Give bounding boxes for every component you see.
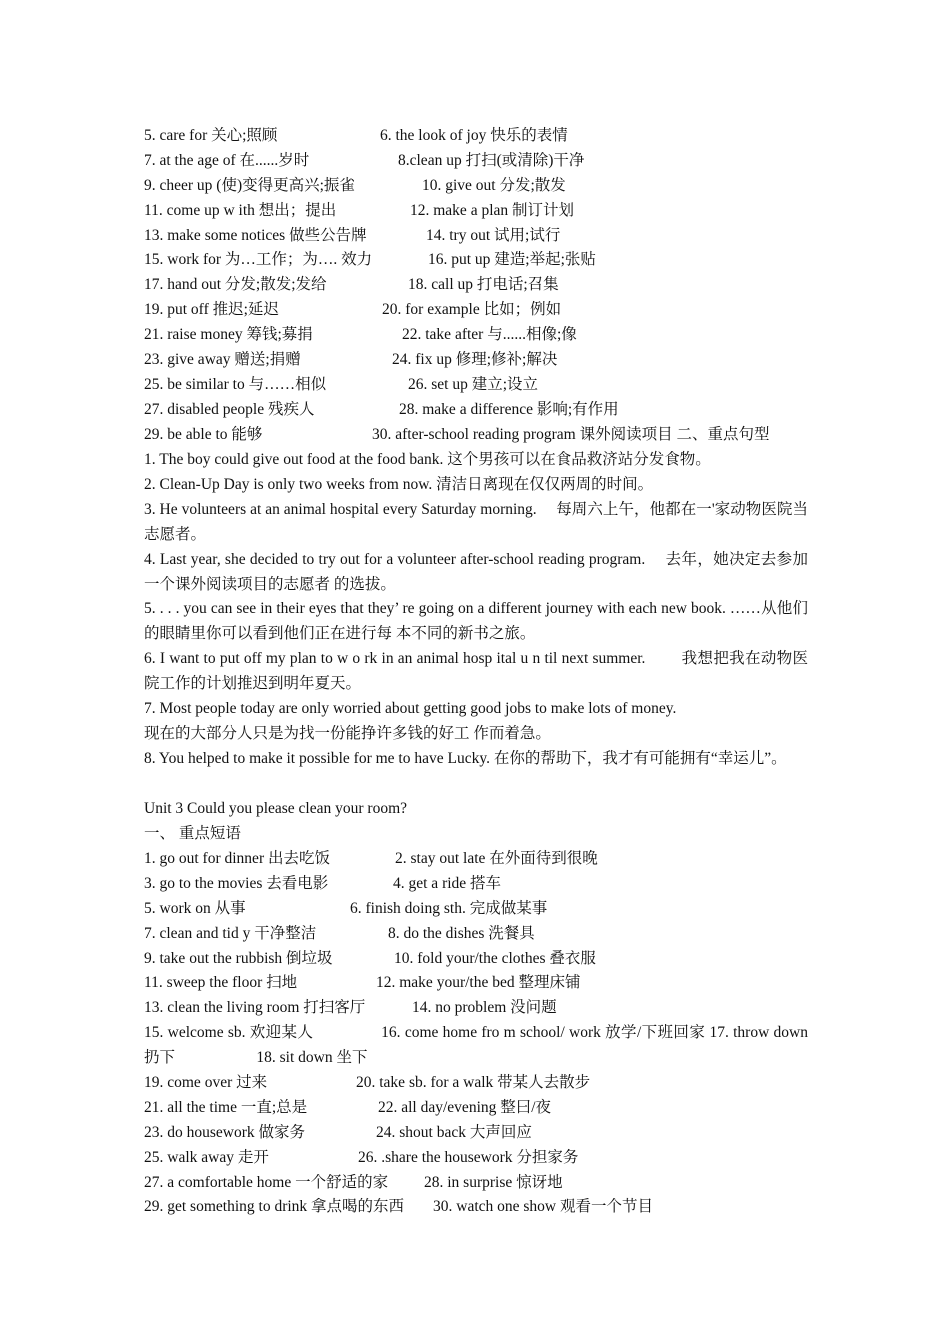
- sentence-item: 4. Last year, she decided to try out for a volunteer after-school reading program. 去年，她决定去参加一个课外阅读项目的志愿者 的选拔。: [144, 550, 808, 593]
- phrase-item: 10. fold your/the clothes 叠衣服: [394, 949, 596, 967]
- phrase-row: [144, 398, 808, 423]
- phrase-item: 19. put off 推迟;延迟: [144, 301, 279, 319]
- phrase-item: 5. care for 关心;照顾: [144, 127, 278, 144]
- phrase-item: 4. get a ride 搭车: [393, 874, 502, 892]
- phrase-row: [144, 124, 808, 149]
- phrase-item: 29. get something to drink 拿点喝的东西: [144, 1198, 405, 1216]
- phrase-row: [144, 273, 808, 298]
- phrase-item: 15. work for 为…工作；为…. 效力: [144, 251, 373, 269]
- phrase-row: [144, 149, 808, 174]
- phrase-item: 30. watch one show 观看一个节目: [433, 1198, 653, 1216]
- phrase-list-part2: [144, 847, 808, 1021]
- phrase-item: 21. raise money 筹钱;募捐: [144, 326, 313, 344]
- phrase-item: 12. make your/the bed 整理床铺: [376, 974, 581, 992]
- phrase-item: 26. .share the housework 分担家务: [358, 1148, 579, 1166]
- phrase-item: 2. stay out late 在外面待到很晚: [395, 850, 598, 867]
- sentence-list: [144, 448, 808, 772]
- phrase-item: 26. set up 建立;设立: [408, 375, 539, 393]
- phrase-row: [144, 1195, 808, 1220]
- phrase-row: [144, 298, 808, 323]
- phrase-item: 27. a comfortable home 一个舒适的家: [144, 1173, 389, 1191]
- phrase-row: [144, 872, 808, 897]
- sentence-item: 2. Clean-Up Day is only two weeks from now. 清洁日离现在仅仅两周的时间。: [144, 475, 654, 493]
- phrase-row: [144, 971, 808, 996]
- phrase-paragraph: [144, 1021, 808, 1071]
- phrase-item: 8.clean up 打扫(或清除)干净: [398, 151, 585, 169]
- phrase-item: 25. be similar to 与……相似: [144, 375, 327, 393]
- phrase-item: 22. take after 与......相像;像: [402, 326, 577, 344]
- phrase-item: 23. do housework 做家务: [144, 1123, 306, 1141]
- phrase-item: 14. no problem 没问题: [412, 999, 557, 1017]
- phrase-item: 8. do the dishes 洗餐具: [388, 924, 535, 942]
- phrase-row: [144, 248, 808, 273]
- phrase-item: 22. all day/evening 整曰/夜: [378, 1098, 552, 1116]
- phrase-item: 30. after-school reading program 课外阅读项目 二、重点句型: [372, 425, 770, 443]
- sentence-item: 6. I want to put off my plan to w o rk in an animal hosp ital u n til next summer. 我想把我在动物医院工作的计划推迟到明年夏天。: [144, 650, 808, 693]
- phrase-item: 21. all the time 一直;总是: [144, 1098, 308, 1116]
- phrase-item: 12. make a plan 制订计划: [410, 201, 575, 219]
- unit-header: [144, 797, 808, 847]
- sentence-item: 3. He volunteers at an animal hospital every Saturday morning. 每周六上午，他都在一'家动物医院当志愿者。: [144, 500, 808, 543]
- phrase-item: 29. be able to 能够: [144, 425, 263, 443]
- phrase-row: [144, 947, 808, 972]
- phrase-item: 19. come over 过来: [144, 1074, 268, 1091]
- phrase-item: 11. sweep the floor 扫地: [144, 974, 298, 992]
- phrase-item: 5. work on 从事: [144, 899, 246, 917]
- phrase-row: [144, 373, 808, 398]
- phrase-item: 24. shout back 大声回应: [376, 1123, 532, 1141]
- sentence-item: 5. . . . you can see in their eyes that they’ re going on a different journey with each new book. ……从他们的眼睛里你可以看到他们正在进行每 本不同的新书之旅。: [144, 600, 808, 643]
- phrase-item: 14. try out 试用;试行: [426, 226, 561, 244]
- phrase-row: [144, 897, 808, 922]
- phrase-item: 17. hand out 分发;散发;发给: [144, 276, 327, 294]
- phrase-item: 27. disabled people 残疾人: [144, 400, 315, 418]
- phrase-item: 10. give out 分发;散发: [422, 176, 566, 194]
- phrase-item: 3. go to the movies 去看电影: [144, 874, 329, 892]
- unit-title: Unit 3 Could you please clean your room?: [144, 800, 408, 817]
- phrase-row: [144, 1146, 808, 1171]
- phrase-item: 20. take sb. for a walk 带某人去散步: [356, 1074, 591, 1091]
- phrase-item: 28. in surprise 惊讶地: [424, 1173, 563, 1191]
- phrase-item: 18. call up 打电话;召集: [408, 276, 559, 294]
- phrase-list-part3: [144, 1071, 808, 1220]
- phrase-row: [144, 423, 808, 448]
- phrase-item: 13. make some notices 做些公告牌: [144, 226, 367, 244]
- sentence-item: 8. You helped to make it possible for me to have Lucky. 在你的帮助下，我才有可能拥有“幸运儿”。: [144, 749, 787, 767]
- phrase-row: [144, 1096, 808, 1121]
- phrase-row: [144, 1121, 808, 1146]
- sentence-item: 7. Most people today are only worried about getting good jobs to make lots of money.: [144, 700, 677, 718]
- phrase-list-part1: [144, 124, 808, 448]
- phrase-row: [144, 996, 808, 1021]
- section-heading: 一、 重点短语: [144, 824, 241, 842]
- sentence-item: 1. The boy could give out food at the food bank. 这个男孩可以在食品救济站分发食物。: [144, 451, 711, 468]
- phrase-item: 6. the look of joy 快乐的表情: [380, 127, 568, 144]
- phrase-item: 16. put up 建造;举起;张贴: [428, 251, 596, 269]
- phrase-row: [144, 1071, 808, 1096]
- phrase-item: 25. walk away 走开: [144, 1148, 269, 1166]
- phrase-item: 24. fix up 修理;修补;解决: [392, 351, 558, 369]
- phrase-item: 13. clean the living room 打扫客厅: [144, 999, 366, 1017]
- sentence-item: 现在的大部分人只是为找一份能挣许多钱的好工 作而着急。: [144, 724, 551, 742]
- phrase-row: [144, 199, 808, 224]
- phrase-item: 7. clean and tid y 干净整洁: [144, 924, 317, 942]
- phrase-item: 28. make a difference 影响;有作用: [399, 400, 619, 418]
- phrase-item: 9. cheer up (使)变得更高兴;振雀: [144, 176, 355, 194]
- phrase-row: [144, 847, 808, 872]
- phrase-item: 11. come up w ith 想出；提出: [144, 201, 337, 219]
- phrase-row: [144, 224, 808, 249]
- phrase-row: [144, 323, 808, 348]
- phrase-row: [144, 922, 808, 947]
- phrase-item: 7. at the age of 在......岁时: [144, 151, 310, 169]
- phrase-row: [144, 1171, 808, 1196]
- phrase-item: 23. give away 赠送;捐赠: [144, 351, 301, 369]
- phrase-item: 9. take out the rubbish 倒垃圾: [144, 949, 333, 967]
- phrase-item: 6. finish doing sth. 完成做某事: [350, 899, 548, 917]
- phrase-row: [144, 348, 808, 373]
- phrase-row: [144, 174, 808, 199]
- phrase-item: 1. go out for dinner 出去吃饭: [144, 850, 330, 867]
- phrase-item: 20. for example 比如；例如: [382, 301, 562, 319]
- phrase-item: 15. welcome sb. 欢迎某人 16. come home fro m school/ work 放学/下班回家 17. throw down 扔下 18. sit down 坐下: [144, 1024, 808, 1066]
